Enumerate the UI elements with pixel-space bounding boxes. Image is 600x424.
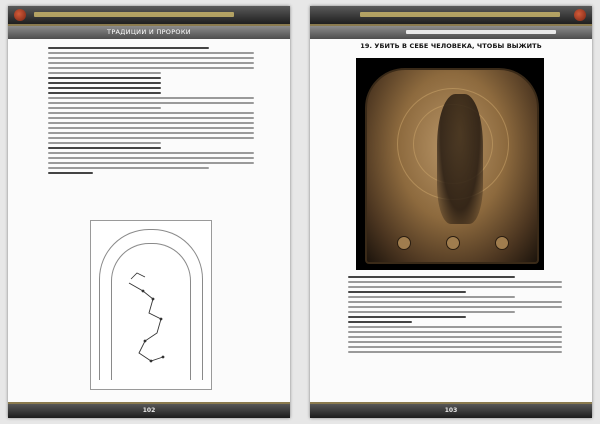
right-page [310, 6, 592, 418]
page-header [8, 6, 290, 26]
page-number: 102 [8, 402, 290, 418]
section-title: ТРАДИЦИИ И ПРОРОКИ [8, 26, 290, 39]
left-page [8, 6, 290, 418]
section-title [310, 26, 592, 39]
artwork-panel [365, 68, 539, 264]
header-title [360, 12, 560, 17]
page-number: 103 [310, 402, 592, 418]
ornament-icon [574, 9, 586, 21]
occult-artwork [356, 58, 544, 270]
chapter-heading: 19. УБИТЬ В СЕБЕ ЧЕЛОВЕКА, ЧТОБЫ ВЫЖИТЬ [360, 42, 542, 50]
sigil-illustration [90, 220, 212, 390]
page-header [310, 6, 592, 26]
header-title [34, 12, 234, 17]
body-text [48, 47, 254, 177]
constellation-drawing [91, 221, 211, 389]
figure-silhouette [437, 94, 483, 224]
body-text [348, 276, 562, 356]
ornament-icon [14, 9, 26, 21]
